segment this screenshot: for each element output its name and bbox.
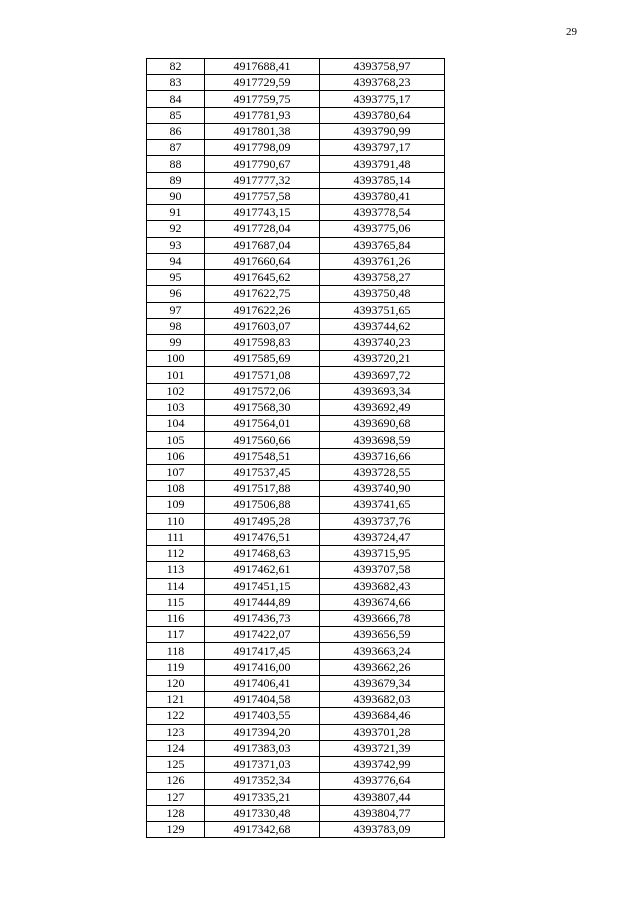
point-number-cell: 106 bbox=[147, 448, 205, 464]
table-row bbox=[147, 643, 445, 659]
point-number-cell: 111 bbox=[147, 529, 205, 545]
x-coordinate-cell: 4917548,51 bbox=[205, 448, 320, 464]
table-row bbox=[147, 253, 445, 269]
x-coordinate-cell: 4917603,07 bbox=[205, 318, 320, 334]
table-row bbox=[147, 627, 445, 643]
x-coordinate-cell: 4917537,45 bbox=[205, 464, 320, 480]
y-coordinate-cell: 4393724,47 bbox=[320, 529, 445, 545]
point-number-cell: 84 bbox=[147, 91, 205, 107]
point-number-cell: 91 bbox=[147, 205, 205, 221]
y-coordinate-cell: 4393697,72 bbox=[320, 367, 445, 383]
y-coordinate-cell: 4393807,44 bbox=[320, 789, 445, 805]
x-coordinate-cell: 4917352,34 bbox=[205, 773, 320, 789]
table-row bbox=[147, 140, 445, 156]
x-coordinate-cell: 4917743,15 bbox=[205, 205, 320, 221]
y-coordinate-cell: 4393728,55 bbox=[320, 464, 445, 480]
y-coordinate-cell: 4393804,77 bbox=[320, 805, 445, 821]
x-coordinate-cell: 4917560,66 bbox=[205, 432, 320, 448]
point-number-cell: 120 bbox=[147, 675, 205, 691]
table-row bbox=[147, 562, 445, 578]
x-coordinate-cell: 4917598,83 bbox=[205, 334, 320, 350]
x-coordinate-cell: 4917403,55 bbox=[205, 708, 320, 724]
point-number-cell: 121 bbox=[147, 692, 205, 708]
x-coordinate-cell: 4917660,64 bbox=[205, 253, 320, 269]
x-coordinate-cell: 4917371,03 bbox=[205, 757, 320, 773]
x-coordinate-cell: 4917564,01 bbox=[205, 416, 320, 432]
x-coordinate-cell: 4917798,09 bbox=[205, 140, 320, 156]
table-row bbox=[147, 757, 445, 773]
point-number-cell: 118 bbox=[147, 643, 205, 659]
table-row bbox=[147, 692, 445, 708]
table-row bbox=[147, 659, 445, 675]
coordinates-table bbox=[146, 58, 445, 838]
table-row bbox=[147, 107, 445, 123]
y-coordinate-cell: 4393721,39 bbox=[320, 740, 445, 756]
y-coordinate-cell: 4393758,27 bbox=[320, 270, 445, 286]
x-coordinate-cell: 4917757,58 bbox=[205, 188, 320, 204]
table-row bbox=[147, 448, 445, 464]
x-coordinate-cell: 4917330,48 bbox=[205, 805, 320, 821]
x-coordinate-cell: 4917645,62 bbox=[205, 270, 320, 286]
table-row bbox=[147, 367, 445, 383]
y-coordinate-cell: 4393791,48 bbox=[320, 156, 445, 172]
table-row bbox=[147, 594, 445, 610]
x-coordinate-cell: 4917422,07 bbox=[205, 627, 320, 643]
point-number-cell: 101 bbox=[147, 367, 205, 383]
table-row bbox=[147, 740, 445, 756]
x-coordinate-cell: 4917468,63 bbox=[205, 546, 320, 562]
point-number-cell: 90 bbox=[147, 188, 205, 204]
point-number-cell: 126 bbox=[147, 773, 205, 789]
x-coordinate-cell: 4917394,20 bbox=[205, 724, 320, 740]
x-coordinate-cell: 4917759,75 bbox=[205, 91, 320, 107]
table-row bbox=[147, 156, 445, 172]
y-coordinate-cell: 4393751,65 bbox=[320, 302, 445, 318]
point-number-cell: 124 bbox=[147, 740, 205, 756]
y-coordinate-cell: 4393692,49 bbox=[320, 399, 445, 415]
table-row bbox=[147, 302, 445, 318]
point-number-cell: 95 bbox=[147, 270, 205, 286]
point-number-cell: 100 bbox=[147, 351, 205, 367]
x-coordinate-cell: 4917476,51 bbox=[205, 529, 320, 545]
y-coordinate-cell: 4393790,99 bbox=[320, 123, 445, 139]
y-coordinate-cell: 4393742,99 bbox=[320, 757, 445, 773]
y-coordinate-cell: 4393715,95 bbox=[320, 546, 445, 562]
x-coordinate-cell: 4917342,68 bbox=[205, 822, 320, 838]
table-row bbox=[147, 123, 445, 139]
table-row bbox=[147, 286, 445, 302]
y-coordinate-cell: 4393785,14 bbox=[320, 172, 445, 188]
table-row bbox=[147, 773, 445, 789]
point-number-cell: 89 bbox=[147, 172, 205, 188]
y-coordinate-cell: 4393690,68 bbox=[320, 416, 445, 432]
y-coordinate-cell: 4393740,90 bbox=[320, 481, 445, 497]
point-number-cell: 82 bbox=[147, 59, 205, 75]
table-row bbox=[147, 383, 445, 399]
table-row bbox=[147, 513, 445, 529]
table-row bbox=[147, 59, 445, 75]
point-number-cell: 92 bbox=[147, 221, 205, 237]
x-coordinate-cell: 4917417,45 bbox=[205, 643, 320, 659]
x-coordinate-cell: 4917777,32 bbox=[205, 172, 320, 188]
x-coordinate-cell: 4917729,59 bbox=[205, 75, 320, 91]
x-coordinate-cell: 4917335,21 bbox=[205, 789, 320, 805]
point-number-cell: 117 bbox=[147, 627, 205, 643]
point-number-cell: 119 bbox=[147, 659, 205, 675]
point-number-cell: 123 bbox=[147, 724, 205, 740]
point-number-cell: 87 bbox=[147, 140, 205, 156]
point-number-cell: 86 bbox=[147, 123, 205, 139]
x-coordinate-cell: 4917404,58 bbox=[205, 692, 320, 708]
table-row bbox=[147, 432, 445, 448]
y-coordinate-cell: 4393765,84 bbox=[320, 237, 445, 253]
x-coordinate-cell: 4917790,67 bbox=[205, 156, 320, 172]
point-number-cell: 104 bbox=[147, 416, 205, 432]
page-number: 29 bbox=[566, 26, 577, 38]
table-row bbox=[147, 529, 445, 545]
y-coordinate-cell: 4393780,41 bbox=[320, 188, 445, 204]
table-row bbox=[147, 205, 445, 221]
table-row bbox=[147, 481, 445, 497]
y-coordinate-cell: 4393783,09 bbox=[320, 822, 445, 838]
y-coordinate-cell: 4393797,17 bbox=[320, 140, 445, 156]
point-number-cell: 102 bbox=[147, 383, 205, 399]
y-coordinate-cell: 4393778,54 bbox=[320, 205, 445, 221]
point-number-cell: 94 bbox=[147, 253, 205, 269]
y-coordinate-cell: 4393698,59 bbox=[320, 432, 445, 448]
table-row bbox=[147, 708, 445, 724]
point-number-cell: 113 bbox=[147, 562, 205, 578]
y-coordinate-cell: 4393684,46 bbox=[320, 708, 445, 724]
x-coordinate-cell: 4917416,00 bbox=[205, 659, 320, 675]
x-coordinate-cell: 4917462,61 bbox=[205, 562, 320, 578]
x-coordinate-cell: 4917801,38 bbox=[205, 123, 320, 139]
table-row bbox=[147, 675, 445, 691]
x-coordinate-cell: 4917728,04 bbox=[205, 221, 320, 237]
y-coordinate-cell: 4393666,78 bbox=[320, 610, 445, 626]
x-coordinate-cell: 4917568,30 bbox=[205, 399, 320, 415]
x-coordinate-cell: 4917517,88 bbox=[205, 481, 320, 497]
x-coordinate-cell: 4917687,04 bbox=[205, 237, 320, 253]
point-number-cell: 88 bbox=[147, 156, 205, 172]
y-coordinate-cell: 4393716,66 bbox=[320, 448, 445, 464]
x-coordinate-cell: 4917571,08 bbox=[205, 367, 320, 383]
point-number-cell: 107 bbox=[147, 464, 205, 480]
y-coordinate-cell: 4393707,58 bbox=[320, 562, 445, 578]
point-number-cell: 127 bbox=[147, 789, 205, 805]
y-coordinate-cell: 4393761,26 bbox=[320, 253, 445, 269]
y-coordinate-cell: 4393740,23 bbox=[320, 334, 445, 350]
point-number-cell: 114 bbox=[147, 578, 205, 594]
point-number-cell: 108 bbox=[147, 481, 205, 497]
y-coordinate-cell: 4393674,66 bbox=[320, 594, 445, 610]
point-number-cell: 129 bbox=[147, 822, 205, 838]
y-coordinate-cell: 4393776,64 bbox=[320, 773, 445, 789]
table-row bbox=[147, 221, 445, 237]
y-coordinate-cell: 4393693,34 bbox=[320, 383, 445, 399]
point-number-cell: 116 bbox=[147, 610, 205, 626]
x-coordinate-cell: 4917572,06 bbox=[205, 383, 320, 399]
table-row bbox=[147, 610, 445, 626]
y-coordinate-cell: 4393744,62 bbox=[320, 318, 445, 334]
point-number-cell: 85 bbox=[147, 107, 205, 123]
table-row bbox=[147, 334, 445, 350]
y-coordinate-cell: 4393758,97 bbox=[320, 59, 445, 75]
table-row bbox=[147, 399, 445, 415]
x-coordinate-cell: 4917506,88 bbox=[205, 497, 320, 513]
table-row bbox=[147, 578, 445, 594]
table-row bbox=[147, 822, 445, 838]
x-coordinate-cell: 4917406,41 bbox=[205, 675, 320, 691]
table-row bbox=[147, 91, 445, 107]
x-coordinate-cell: 4917585,69 bbox=[205, 351, 320, 367]
table-row bbox=[147, 464, 445, 480]
y-coordinate-cell: 4393775,06 bbox=[320, 221, 445, 237]
point-number-cell: 115 bbox=[147, 594, 205, 610]
point-number-cell: 98 bbox=[147, 318, 205, 334]
point-number-cell: 128 bbox=[147, 805, 205, 821]
x-coordinate-cell: 4917622,75 bbox=[205, 286, 320, 302]
table-row bbox=[147, 805, 445, 821]
y-coordinate-cell: 4393679,34 bbox=[320, 675, 445, 691]
table-row bbox=[147, 789, 445, 805]
point-number-cell: 110 bbox=[147, 513, 205, 529]
table-row bbox=[147, 497, 445, 513]
table-row bbox=[147, 546, 445, 562]
x-coordinate-cell: 4917451,15 bbox=[205, 578, 320, 594]
point-number-cell: 97 bbox=[147, 302, 205, 318]
y-coordinate-cell: 4393720,21 bbox=[320, 351, 445, 367]
point-number-cell: 103 bbox=[147, 399, 205, 415]
table-row bbox=[147, 172, 445, 188]
y-coordinate-cell: 4393701,28 bbox=[320, 724, 445, 740]
x-coordinate-cell: 4917495,28 bbox=[205, 513, 320, 529]
point-number-cell: 99 bbox=[147, 334, 205, 350]
y-coordinate-cell: 4393741,65 bbox=[320, 497, 445, 513]
point-number-cell: 112 bbox=[147, 546, 205, 562]
y-coordinate-cell: 4393780,64 bbox=[320, 107, 445, 123]
x-coordinate-cell: 4917383,03 bbox=[205, 740, 320, 756]
table-row bbox=[147, 188, 445, 204]
y-coordinate-cell: 4393775,17 bbox=[320, 91, 445, 107]
y-coordinate-cell: 4393750,48 bbox=[320, 286, 445, 302]
table-row bbox=[147, 270, 445, 286]
table-row bbox=[147, 237, 445, 253]
x-coordinate-cell: 4917781,93 bbox=[205, 107, 320, 123]
table-row bbox=[147, 351, 445, 367]
x-coordinate-cell: 4917444,89 bbox=[205, 594, 320, 610]
y-coordinate-cell: 4393656,59 bbox=[320, 627, 445, 643]
point-number-cell: 125 bbox=[147, 757, 205, 773]
point-number-cell: 83 bbox=[147, 75, 205, 91]
table-row bbox=[147, 416, 445, 432]
point-number-cell: 105 bbox=[147, 432, 205, 448]
x-coordinate-cell: 4917688,41 bbox=[205, 59, 320, 75]
y-coordinate-cell: 4393768,23 bbox=[320, 75, 445, 91]
table-row bbox=[147, 75, 445, 91]
table-row bbox=[147, 724, 445, 740]
y-coordinate-cell: 4393662,26 bbox=[320, 659, 445, 675]
x-coordinate-cell: 4917436,73 bbox=[205, 610, 320, 626]
x-coordinate-cell: 4917622,26 bbox=[205, 302, 320, 318]
point-number-cell: 96 bbox=[147, 286, 205, 302]
y-coordinate-cell: 4393682,43 bbox=[320, 578, 445, 594]
y-coordinate-cell: 4393737,76 bbox=[320, 513, 445, 529]
point-number-cell: 122 bbox=[147, 708, 205, 724]
coordinates-table-body bbox=[147, 59, 445, 838]
y-coordinate-cell: 4393663,24 bbox=[320, 643, 445, 659]
table-row bbox=[147, 318, 445, 334]
y-coordinate-cell: 4393682,03 bbox=[320, 692, 445, 708]
point-number-cell: 93 bbox=[147, 237, 205, 253]
point-number-cell: 109 bbox=[147, 497, 205, 513]
